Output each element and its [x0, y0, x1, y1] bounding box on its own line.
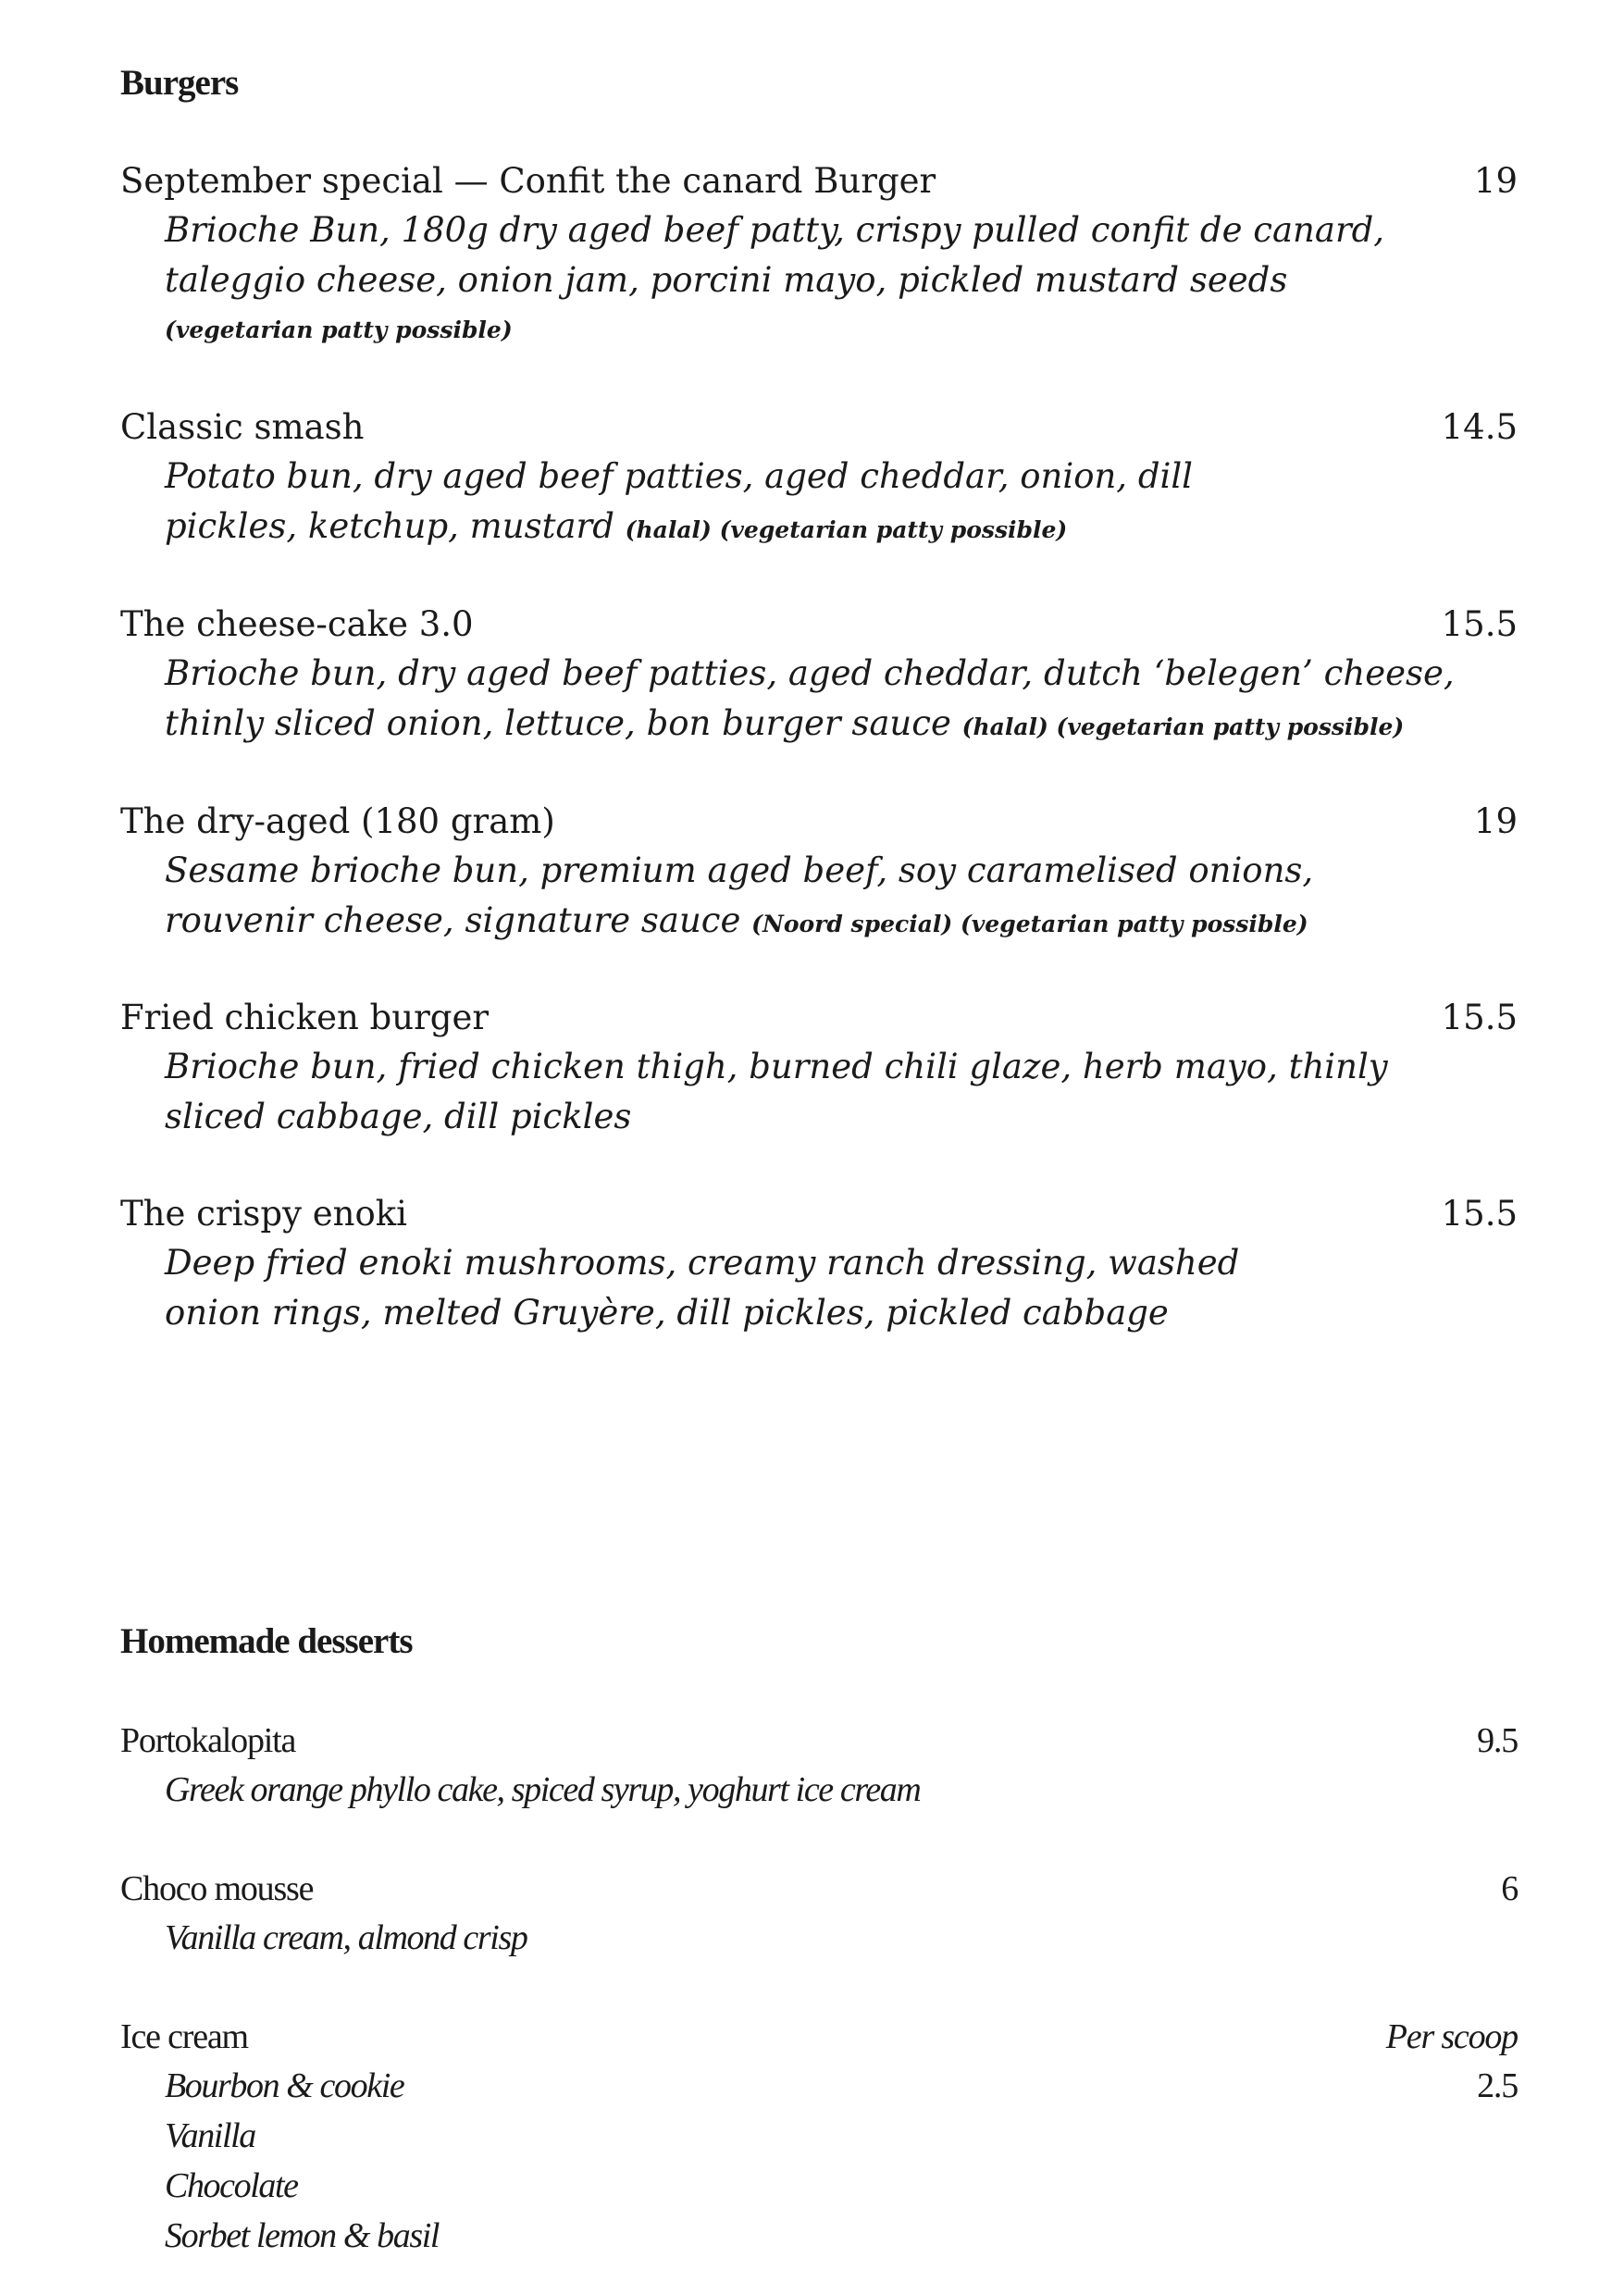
item-note: (vegetarian patty possible): [165, 316, 513, 343]
item-name: Classic smash: [120, 407, 365, 447]
item-price: 19: [1473, 801, 1518, 841]
item-description: [120, 502, 1518, 555]
item-name: The crispy enoki: [120, 1194, 408, 1234]
item-description: Vanilla cream, almond crisp: [165, 1918, 527, 1957]
item-description: Brioche bun, dry aged beef patties, aged cheddar, dutch ‘belegen’ cheese,: [165, 653, 1455, 693]
flavor-item: Sorbet lemon & basil: [165, 2216, 440, 2255]
flavor-item: Vanilla: [165, 2116, 255, 2155]
item-name: Fried chicken burger: [120, 998, 490, 1037]
item-description: Deep fried enoki mushrooms, creamy ranch dressing, washed: [165, 1243, 1240, 1283]
item-price: 19: [1473, 161, 1518, 201]
item-price: 15.5: [1441, 1194, 1518, 1234]
menu-item-september-special: [120, 157, 1518, 355]
item-description: Greek orange phyllo cake, spiced syrup, yoghurt ice cream: [165, 1770, 921, 1809]
item-name: September special — Confit the canard Burger: [120, 161, 936, 201]
item-name: Portokalopita: [120, 1721, 296, 1760]
section-heading-burgers: Burgers: [120, 63, 239, 103]
item-description-text: pickles, ketchup, mustard: [165, 506, 626, 546]
item-price: 2.5: [1477, 2066, 1518, 2105]
menu-item-ice-cream: [120, 2013, 1518, 2261]
item-description: Brioche bun, fried chicken thigh, burned chili glaze, herb mayo, thinly: [165, 1047, 1388, 1086]
item-name: Ice cream: [120, 2017, 248, 2056]
item-description: [120, 896, 1518, 949]
item-description: onion rings, melted Gruyère, dill pickles, pickled cabbage: [165, 1293, 1169, 1333]
item-description: Brioche Bun, 180g dry aged beef patty, crispy pulled confit de canard,: [165, 210, 1385, 250]
item-price: 15.5: [1441, 998, 1518, 1037]
item-description: [120, 699, 1518, 752]
section-heading-desserts: Homemade desserts: [120, 1621, 413, 1661]
item-name: The dry-aged (180 gram): [120, 801, 555, 841]
item-description-text: thinly sliced onion, lettuce, bon burger sauce: [165, 703, 962, 743]
item-description: Sesame brioche bun, premium aged beef, soy caramelised onions,: [165, 850, 1314, 890]
item-name: The cheese-cake 3.0: [120, 604, 474, 644]
flavor-item: Chocolate: [165, 2166, 298, 2205]
item-description: Potato bun, dry aged beef patties, aged cheddar, onion, dill: [165, 456, 1194, 496]
item-description: taleggio cheese, onion jam, porcini mayo, pickled mustard seeds: [165, 260, 1288, 300]
menu-item-choco-mousse: [120, 1865, 1518, 1963]
item-description-text: rouvenir cheese, signature sauce: [165, 900, 752, 940]
flavor-row: [120, 2111, 1518, 2161]
menu-item-cheese-cake: [120, 601, 1518, 752]
item-note: (halal) (vegetarian patty possible): [961, 713, 1405, 740]
price-label: Per scoop: [1385, 2017, 1518, 2056]
item-name: Choco mousse: [120, 1869, 314, 1908]
item-description: sliced cabbage, dill pickles: [165, 1097, 632, 1136]
item-note: (Noord special) (vegetarian patty possible): [751, 911, 1308, 937]
item-price: 9.5: [1477, 1721, 1518, 1760]
item-price: 15.5: [1441, 604, 1518, 644]
item-price: 6: [1501, 1869, 1518, 1908]
item-note: (halal) (vegetarian patty possible): [625, 516, 1068, 543]
flavor-row: [120, 2061, 1518, 2111]
item-price: 14.5: [1441, 407, 1518, 447]
menu-item-classic-smash: [120, 403, 1518, 555]
menu-item-crispy-enoki: [120, 1190, 1518, 1338]
menu-item-fried-chicken: [120, 994, 1518, 1142]
flavor-row: [120, 2211, 1518, 2261]
flavor-row: [120, 2161, 1518, 2211]
menu-item-portokalopita: [120, 1717, 1518, 1815]
flavor-item: Bourbon & cookie: [165, 2066, 404, 2105]
menu-item-dry-aged: [120, 798, 1518, 949]
